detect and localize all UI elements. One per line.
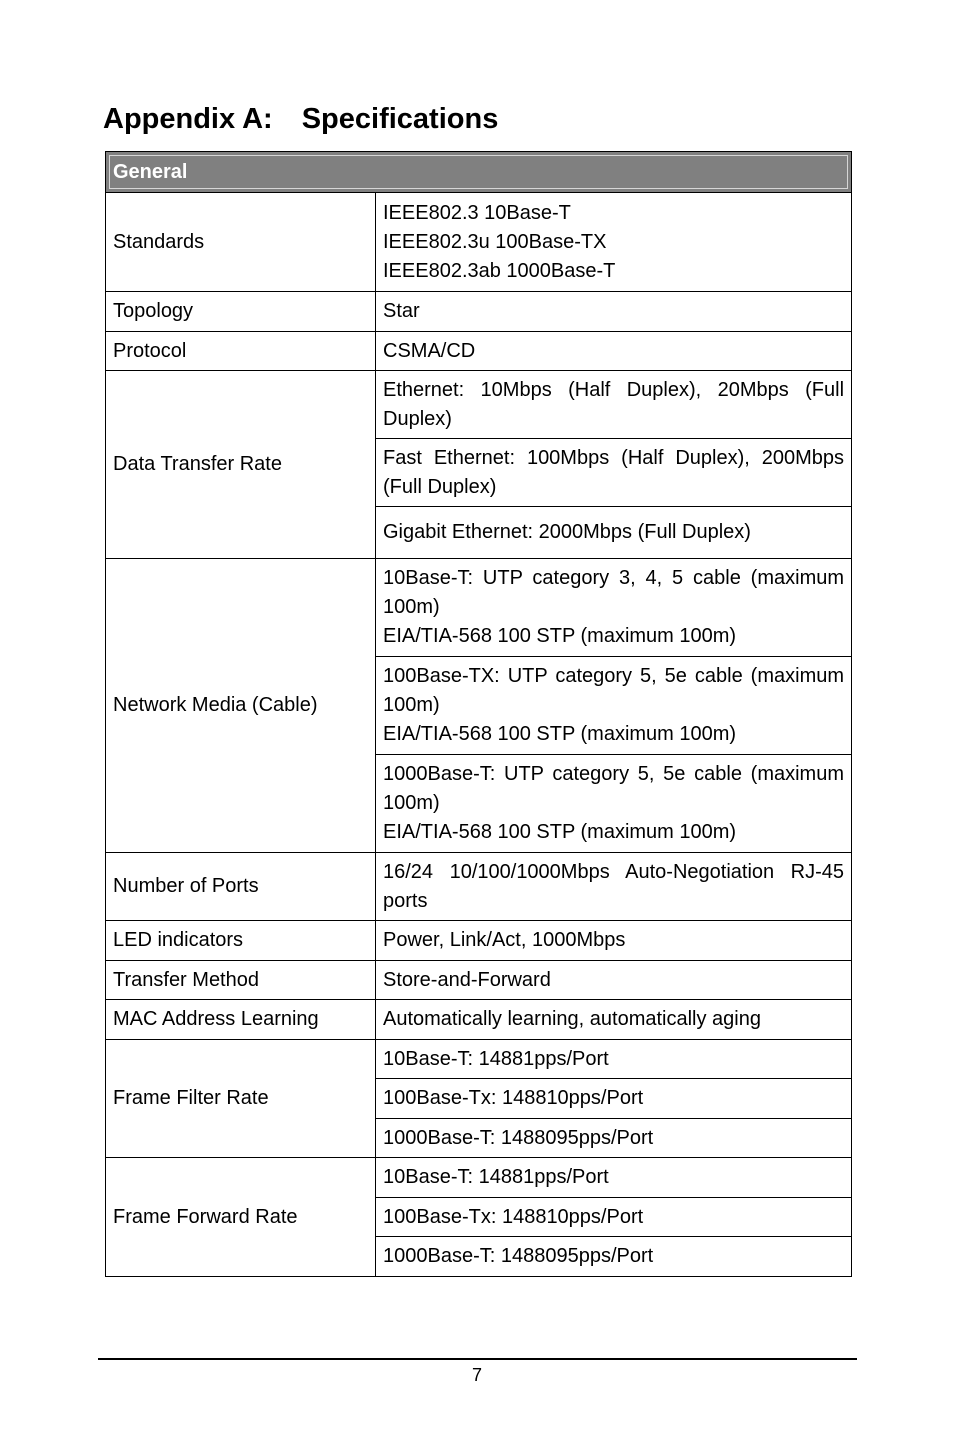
section-header-general: General [106,152,852,193]
table-row [106,921,852,961]
media-spec-line: 1000Base-T: UTP category 5, 5e cable (maximum 100m) [383,763,845,814]
page-title [103,100,498,138]
table-row [106,371,852,439]
row-value-mac-address-learning: Automatically learning, automatically aging [376,1000,852,1040]
row-label-data-transfer-rate: Data Transfer Rate [106,371,376,559]
media-spec-line: EIA/TIA-568 100 STP (maximum 100m) [383,625,737,647]
table-header-row [106,152,852,193]
row-value-topology: Star [376,292,852,332]
row-label-led-indicators: LED indicators [106,921,376,961]
table-row [106,853,852,921]
row-value-frame-forward-rate: 10Base-T: 14881pps/Port [376,1158,852,1198]
media-spec-line: 100Base-TX: UTP category 5, 5e cable (maximum 100m) [383,665,845,716]
row-label-frame-filter-rate: Frame Filter Rate [106,1040,376,1158]
media-spec-line: EIA/TIA-568 100 STP (maximum 100m) [383,723,737,745]
table-row [106,1040,852,1079]
footer-divider [98,1358,857,1360]
table-row [106,1000,852,1040]
table-row [106,1158,852,1198]
media-spec-line: 10Base-T: UTP category 3, 4, 5 cable (maximum 100m) [383,567,845,618]
row-value-frame-filter-rate: 10Base-T: 14881pps/Port [376,1040,852,1079]
row-value-protocol: CSMA/CD [376,332,852,371]
table-row [106,292,852,332]
row-label-protocol: Protocol [106,332,376,371]
row-label-network-media: Network Media (Cable) [106,559,376,853]
row-label-transfer-method: Transfer Method [106,961,376,1000]
standard-item: IEEE802.3u 100Base-TX [383,230,607,253]
row-value-network-media [376,657,852,755]
row-value-network-media [376,755,852,853]
row-label-topology: Topology [106,292,376,332]
row-value-frame-filter-rate: 1000Base-T: 1488095pps/Port [376,1119,852,1158]
table-row [106,193,852,292]
media-spec-line: EIA/TIA-568 100 STP (maximum 100m) [383,821,737,843]
appendix-label: Appendix A: [103,103,273,135]
table-row [106,559,852,657]
row-label-number-of-ports: Number of Ports [106,853,376,921]
appendix-title: Specifications [301,103,499,135]
row-value-standards [376,193,852,292]
row-value-data-transfer-rate: Ethernet: 10Mbps (Half Duplex), 20Mbps (Full Duplex) [376,371,852,439]
row-label-mac-address-learning: MAC Address Learning [106,1000,376,1040]
row-value-transfer-method: Store-and-Forward [376,961,852,1000]
specifications-table [105,151,852,1277]
standard-item: IEEE802.3ab 1000Base-T [383,259,616,282]
row-label-frame-forward-rate: Frame Forward Rate [106,1158,376,1277]
standard-item: IEEE802.3 10Base-T [383,201,571,224]
row-value-frame-forward-rate: 100Base-Tx: 148810pps/Port [376,1198,852,1237]
page-number: 7 [471,1365,482,1385]
row-value-frame-forward-rate: 1000Base-T: 1488095pps/Port [376,1237,852,1277]
row-value-data-transfer-rate: Gigabit Ethernet: 2000Mbps (Full Duplex) [376,507,852,559]
row-value-frame-filter-rate: 100Base-Tx: 148810pps/Port [376,1079,852,1119]
row-label-standards: Standards [106,193,376,292]
row-value-data-transfer-rate: Fast Ethernet: 100Mbps (Half Duplex), 200Mbps (Full Duplex) [376,439,852,507]
table-row [106,332,852,371]
table-row [106,961,852,1000]
row-value-number-of-ports: 16/24 10/100/1000Mbps Auto-Negotiation RJ-45 ports [376,853,852,921]
row-value-network-media [376,559,852,657]
row-value-led-indicators: Power, Link/Act, 1000Mbps [376,921,852,961]
